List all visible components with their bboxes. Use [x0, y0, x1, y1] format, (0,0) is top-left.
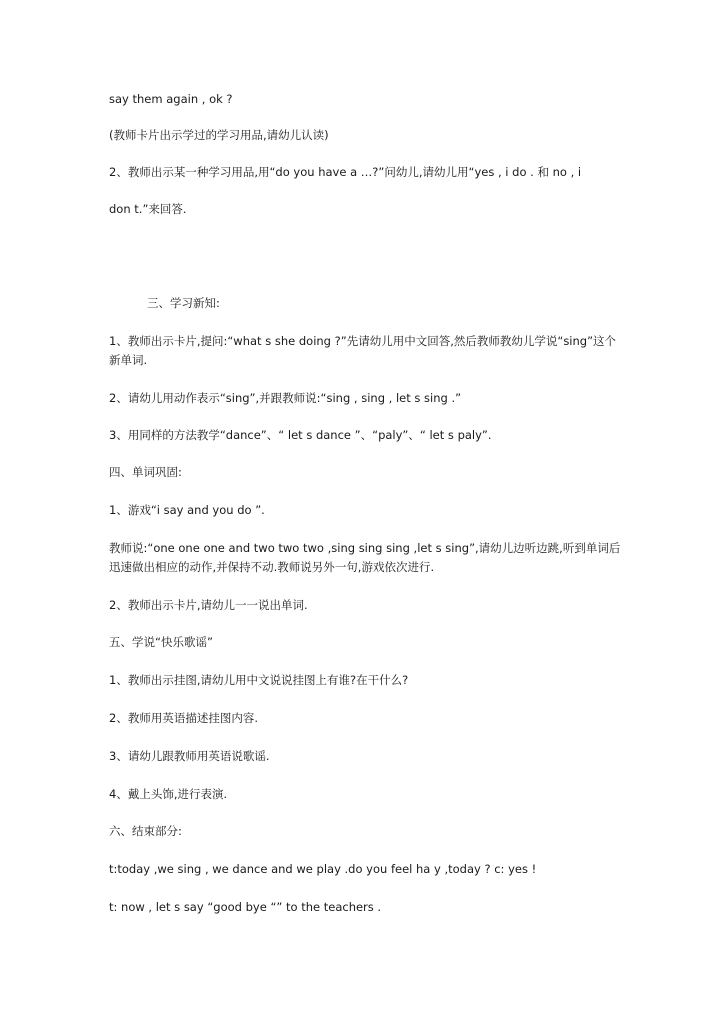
text-line-4: don t.”来回答.	[109, 202, 187, 216]
text-line-8: 1、游戏“i say and you do ”.	[109, 503, 265, 517]
text-line-9: 教师说:“one one one and two two two ,sing sing sing ,let s sing”,请幼儿边听边跳,听到单词后迅速做出相应的动作,并保持不动.教师说另外一句,游戏依次进行.	[109, 541, 621, 574]
text-line-6: 2、请幼儿用动作表示“sing”,并跟教师说:“sing , sing , let s sing .”	[109, 391, 462, 405]
text-line-14: 4、戴上头饰,进行表演.	[109, 787, 228, 801]
section-heading-4: 四、单词巩固:	[109, 465, 182, 479]
text-line-11: 1、教师出示挂图,请幼儿用中文说说挂图上有谁?在干什么?	[109, 673, 409, 687]
section-heading-3: 三、学习新知:	[147, 296, 220, 310]
text-line-16: t: now , let s say “good bye “” to the teachers .	[109, 900, 382, 914]
text-line-7: 3、用同样的方法教学“dance”、“ let s dance ”、“paly”、“ let s paly”.	[109, 428, 492, 442]
text-line-3: 2、教师出示某一种学习用品,用“do you have a …?”问幼儿,请幼儿用“yes , i do . 和 no , i	[109, 165, 582, 179]
text-line-10: 2、教师出示卡片,请幼儿一一说出单词.	[109, 598, 308, 612]
section-heading-6: 六、结束部分:	[109, 824, 182, 838]
text-line-13: 3、请幼儿跟教师用英语说歌谣.	[109, 749, 270, 763]
text-line-12: 2、教师用英语描述挂图内容.	[109, 711, 258, 725]
text-line-2: (教师卡片出示学过的学习用品,请幼儿认读)	[109, 128, 329, 142]
text-line-15: t:today ,we sing , we dance and we play .do you feel ha y ,today ? c: yes !	[109, 862, 537, 876]
section-heading-5: 五、学说“快乐歌谣”	[109, 635, 213, 649]
text-line-1: say them again , ok ?	[109, 92, 233, 106]
text-line-5: 1、教师出示卡片,提问:“what s she doing ?”先请幼儿用中文回答,然后教师教幼儿学说“sing”这个新单词.	[109, 334, 617, 367]
